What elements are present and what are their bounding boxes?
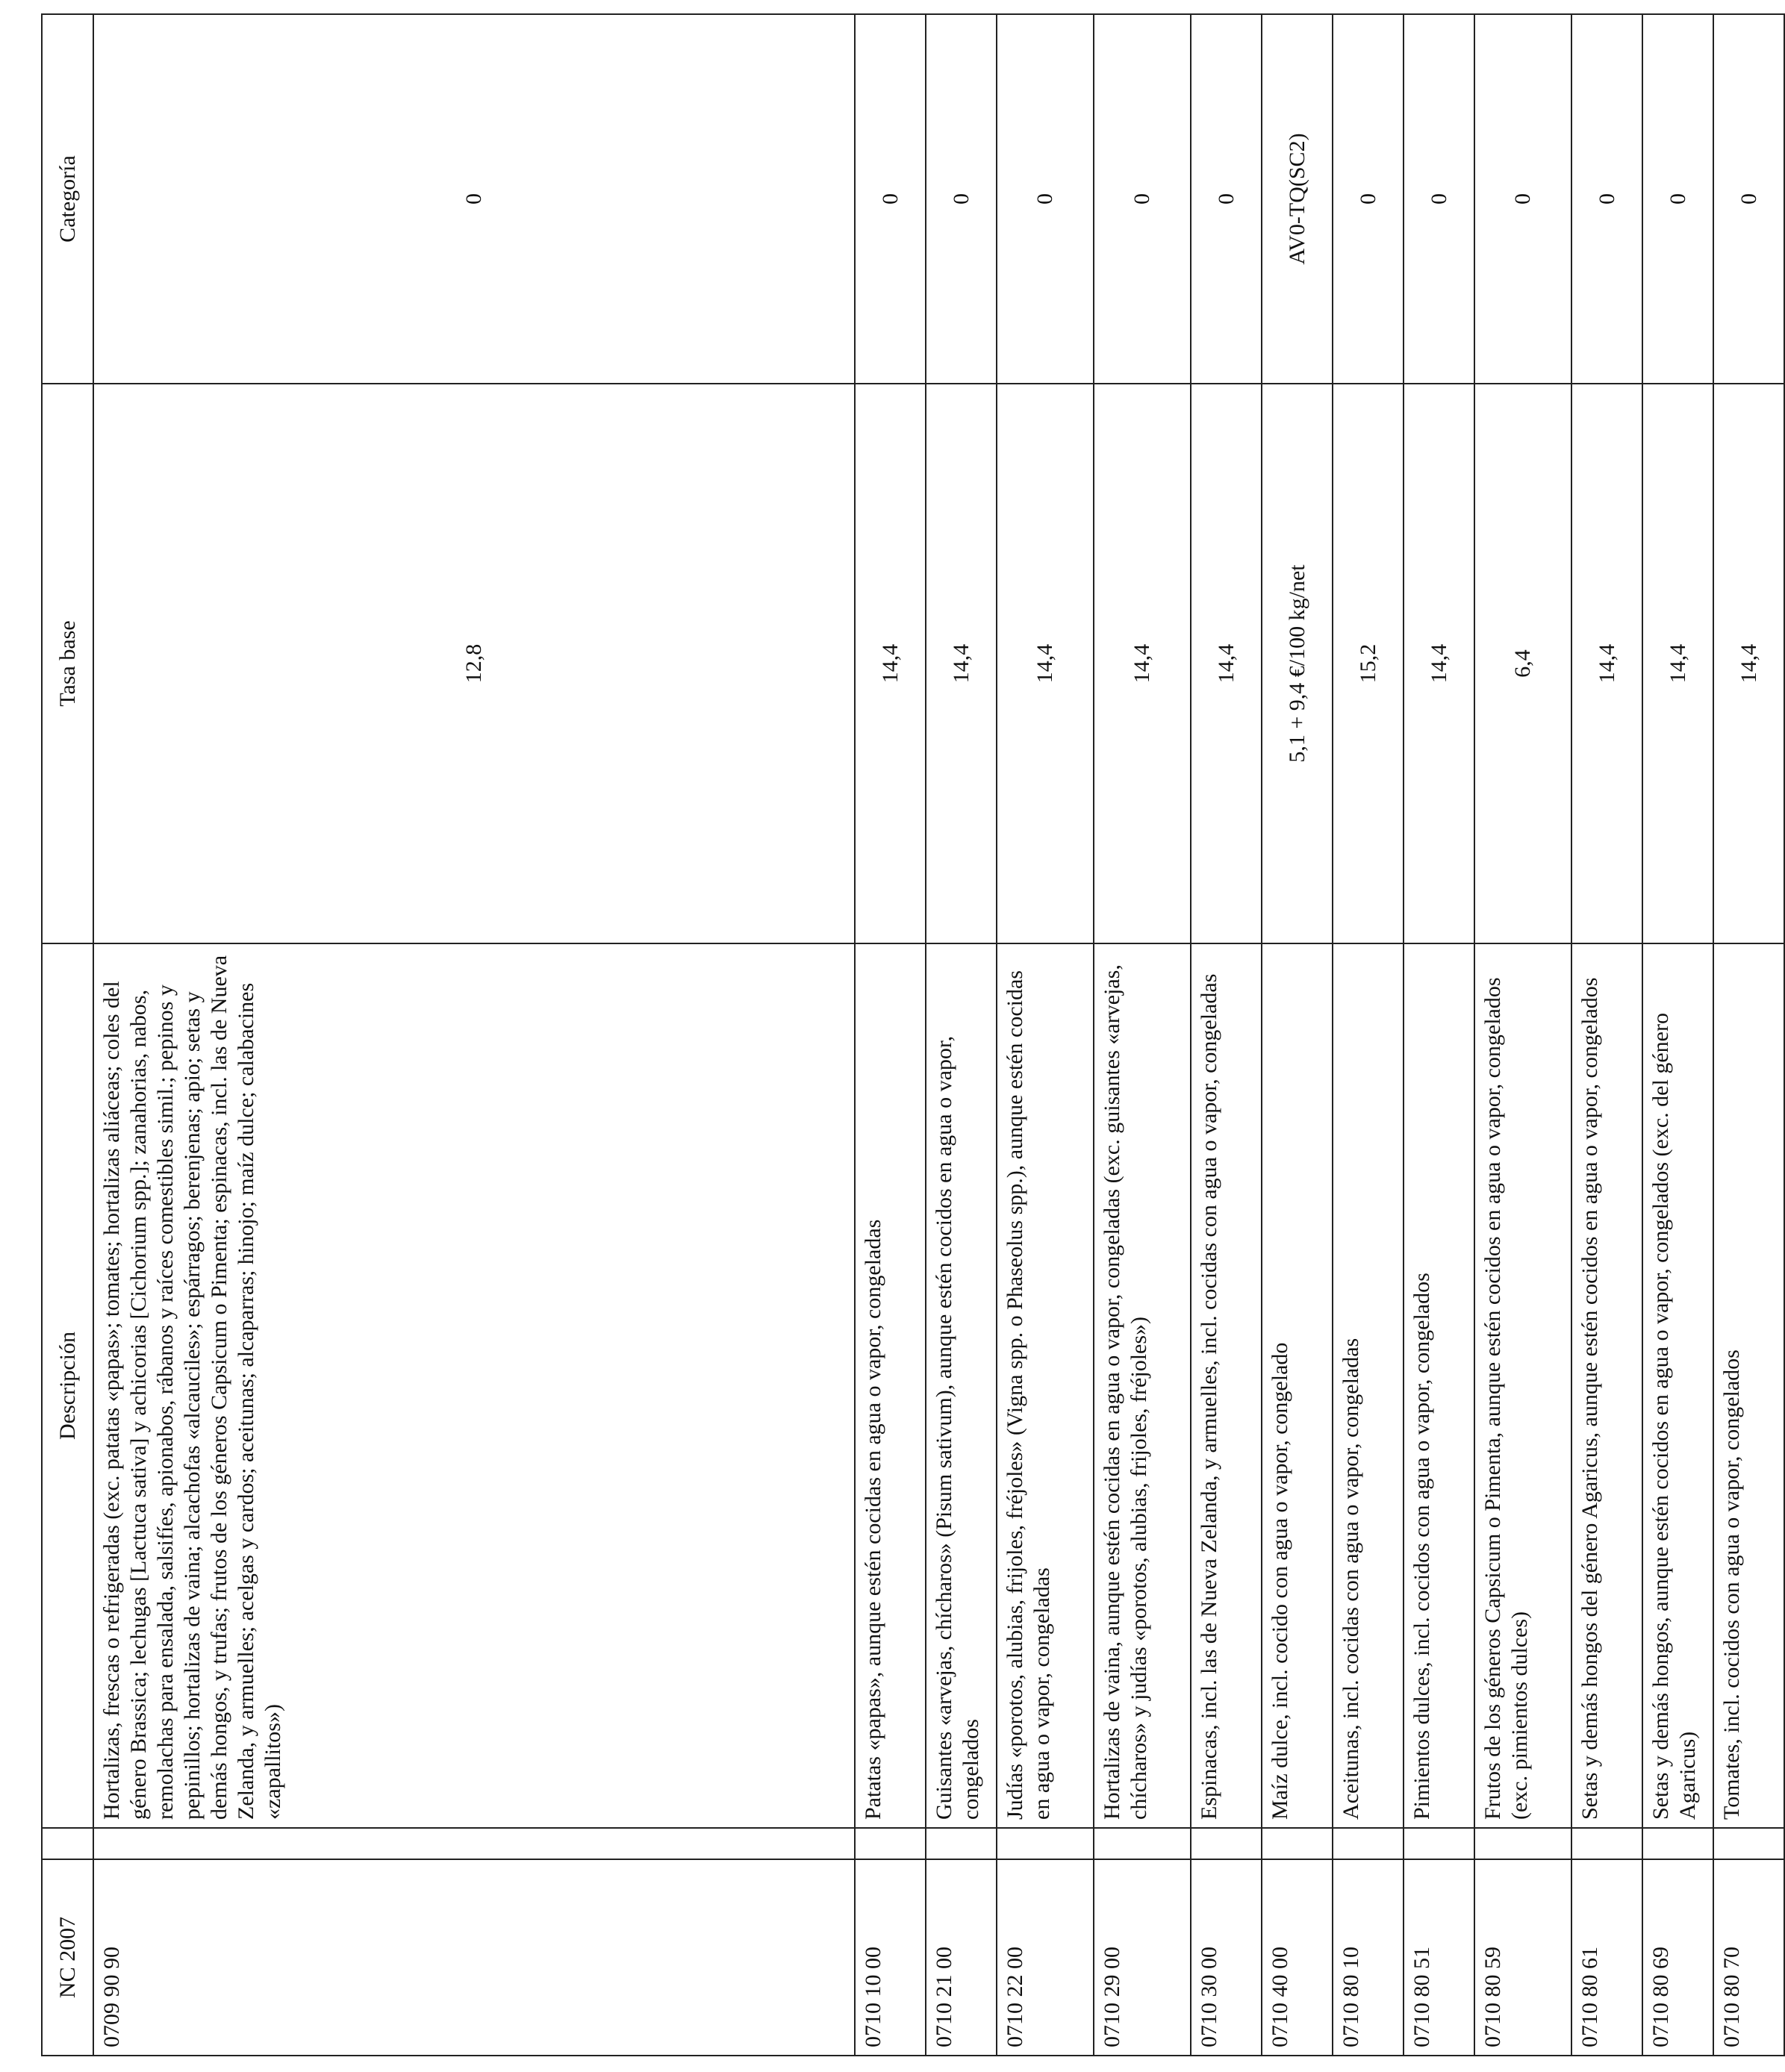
- category-cell: 0: [997, 14, 1094, 384]
- category-cell: 0: [1094, 14, 1191, 384]
- code-cell: 0710 40 00: [1262, 1859, 1333, 2056]
- gap-cell: [1571, 1828, 1642, 1859]
- category-cell: 0: [93, 14, 855, 384]
- rate-cell: 14,4: [1713, 384, 1784, 943]
- table-row: [1404, 14, 1474, 2056]
- description-cell: Guisantes «arvejas, chícharos» (Pisum sativum), aunque estén cocidos en agua o vapor, congelados: [926, 943, 997, 1828]
- description-cell: Setas y demás hongos del género Agaricus, aunque estén cocidos en agua o vapor, congelados: [1571, 943, 1642, 1828]
- table-row: [1094, 14, 1191, 2056]
- description-cell: Judías «porotos, alubias, frijoles, fréjoles» (Vigna spp. o Phaseolus spp.), aunque estén cocidas en agua o vapor, congeladas: [997, 943, 1094, 1828]
- table-row: [1642, 14, 1713, 2056]
- description-cell: Patatas «papas», aunque estén cocidas en agua o vapor, congeladas: [855, 943, 926, 1828]
- category-cell: 0: [1191, 14, 1262, 384]
- category-cell: 0: [1571, 14, 1642, 384]
- rate-cell: 6,4: [1474, 384, 1571, 943]
- code-cell: 0710 22 00: [997, 1859, 1094, 2056]
- gap-cell: [1262, 1828, 1333, 1859]
- description-cell: Tomates, incl. cocidos con agua o vapor, congelados: [1713, 943, 1784, 1828]
- description-cell: Maíz dulce, incl. cocido con agua o vapor, congelado: [1262, 943, 1333, 1828]
- category-cell: 0: [926, 14, 997, 384]
- rate-cell: 14,4: [1404, 384, 1474, 943]
- code-cell: 0710 29 00: [1094, 1859, 1191, 2056]
- table-row: [1262, 14, 1333, 2056]
- table-row: [1571, 14, 1642, 2056]
- tariff-table: [41, 13, 1785, 2056]
- rate-cell: 5,1 + 9,4 €/100 kg/net: [1262, 384, 1333, 943]
- rate-cell: 14,4: [1642, 384, 1713, 943]
- code-cell: 0710 21 00: [926, 1859, 997, 2056]
- gap-cell: [1094, 1828, 1191, 1859]
- code-cell: 0710 80 70: [1713, 1859, 1784, 2056]
- header-category: Categoría: [42, 14, 93, 384]
- table-row: [855, 14, 926, 2056]
- description-cell: Espinacas, incl. las de Nueva Zelanda, y armuelles, incl. cocidas con agua o vapor, congeladas: [1191, 943, 1262, 1828]
- category-cell: 0: [1713, 14, 1784, 384]
- rotated-tariff-sheet: [41, 15, 1761, 2056]
- code-cell: 0710 30 00: [1191, 1859, 1262, 2056]
- table-row: [926, 14, 997, 2056]
- code-cell: 0710 80 61: [1571, 1859, 1642, 2056]
- header-gap: [42, 1828, 93, 1859]
- rate-cell: 14,4: [855, 384, 926, 943]
- gap-cell: [1333, 1828, 1404, 1859]
- gap-cell: [1642, 1828, 1713, 1859]
- header-row: [42, 14, 93, 2056]
- gap-cell: [93, 1828, 855, 1859]
- description-cell: Frutos de los géneros Capsicum o Pimenta, aunque estén cocidos en agua o vapor, congelados (exc. pimientos dulces): [1474, 943, 1571, 1828]
- table-row: [997, 14, 1094, 2056]
- rate-cell: 14,4: [1094, 384, 1191, 943]
- category-cell: 0: [1642, 14, 1713, 384]
- header-rate: Tasa base: [42, 384, 93, 943]
- gap-cell: [855, 1828, 926, 1859]
- rate-cell: 14,4: [997, 384, 1094, 943]
- category-cell: 0: [1474, 14, 1571, 384]
- code-cell: 0710 80 69: [1642, 1859, 1713, 2056]
- category-cell: 0: [1404, 14, 1474, 384]
- table-row: [1191, 14, 1262, 2056]
- description-cell: Setas y demás hongos, aunque estén cocidos en agua o vapor, congelados (exc. del género Agaricus): [1642, 943, 1713, 1828]
- table-row: [93, 14, 855, 2056]
- table-row: [1474, 14, 1571, 2056]
- rate-cell: 15,2: [1333, 384, 1404, 943]
- category-cell: 0: [1333, 14, 1404, 384]
- category-cell: 0: [855, 14, 926, 384]
- description-cell: Pimientos dulces, incl. cocidos con agua o vapor, congelados: [1404, 943, 1474, 1828]
- rate-cell: 14,4: [1191, 384, 1262, 943]
- code-cell: 0710 10 00: [855, 1859, 926, 2056]
- code-cell: 0710 80 59: [1474, 1859, 1571, 2056]
- gap-cell: [997, 1828, 1094, 1859]
- gap-cell: [926, 1828, 997, 1859]
- rate-cell: 14,4: [926, 384, 997, 943]
- gap-cell: [1404, 1828, 1474, 1859]
- table-row: [1713, 14, 1784, 2056]
- table-row: [1333, 14, 1404, 2056]
- header-description: Descripción: [42, 943, 93, 1828]
- gap-cell: [1191, 1828, 1262, 1859]
- code-cell: 0709 90 90: [93, 1859, 855, 2056]
- description-cell: Hortalizas, frescas o refrigeradas (exc. patatas «papas»; tomates; hortalizas aliáceas; coles del género Brassica; lechugas [Lactuca sativa] y achicorias [Cichorium spp.]; zanahorias, nabos, remolachas para ensalada, salsifíes, apionabos, rábanos y raíces comestibles simil.; pepinos y pepinillos; hortalizas de vaina; alcachofas «alcauciles»; espárragos; berenjenas; apio; setas y demás hongos, y trufas; frutos de los géneros Capsicum o Pimenta; espinacas, incl. las de Nueva Zelanda, y armuelles; acelgas y cardos; aceitunas; alcaparras; hinojo; maíz dulce; calabacines «zapallitos»): [93, 943, 855, 1828]
- code-cell: 0710 80 51: [1404, 1859, 1474, 2056]
- rate-cell: 14,4: [1571, 384, 1642, 943]
- description-cell: Aceitunas, incl. cocidas con agua o vapor, congeladas: [1333, 943, 1404, 1828]
- description-cell: Hortalizas de vaina, aunque estén cocidas en agua o vapor, congeladas (exc. guisantes «arvejas, chícharos» y judías «porotos, alubias, frijoles, fréjoles»): [1094, 943, 1191, 1828]
- header-code: NC 2007: [42, 1859, 93, 2056]
- gap-cell: [1713, 1828, 1784, 1859]
- table-body: [93, 14, 1784, 2056]
- gap-cell: [1474, 1828, 1571, 1859]
- rate-cell: 12,8: [93, 384, 855, 943]
- category-cell: AV0-TQ(SC2): [1262, 14, 1333, 384]
- code-cell: 0710 80 10: [1333, 1859, 1404, 2056]
